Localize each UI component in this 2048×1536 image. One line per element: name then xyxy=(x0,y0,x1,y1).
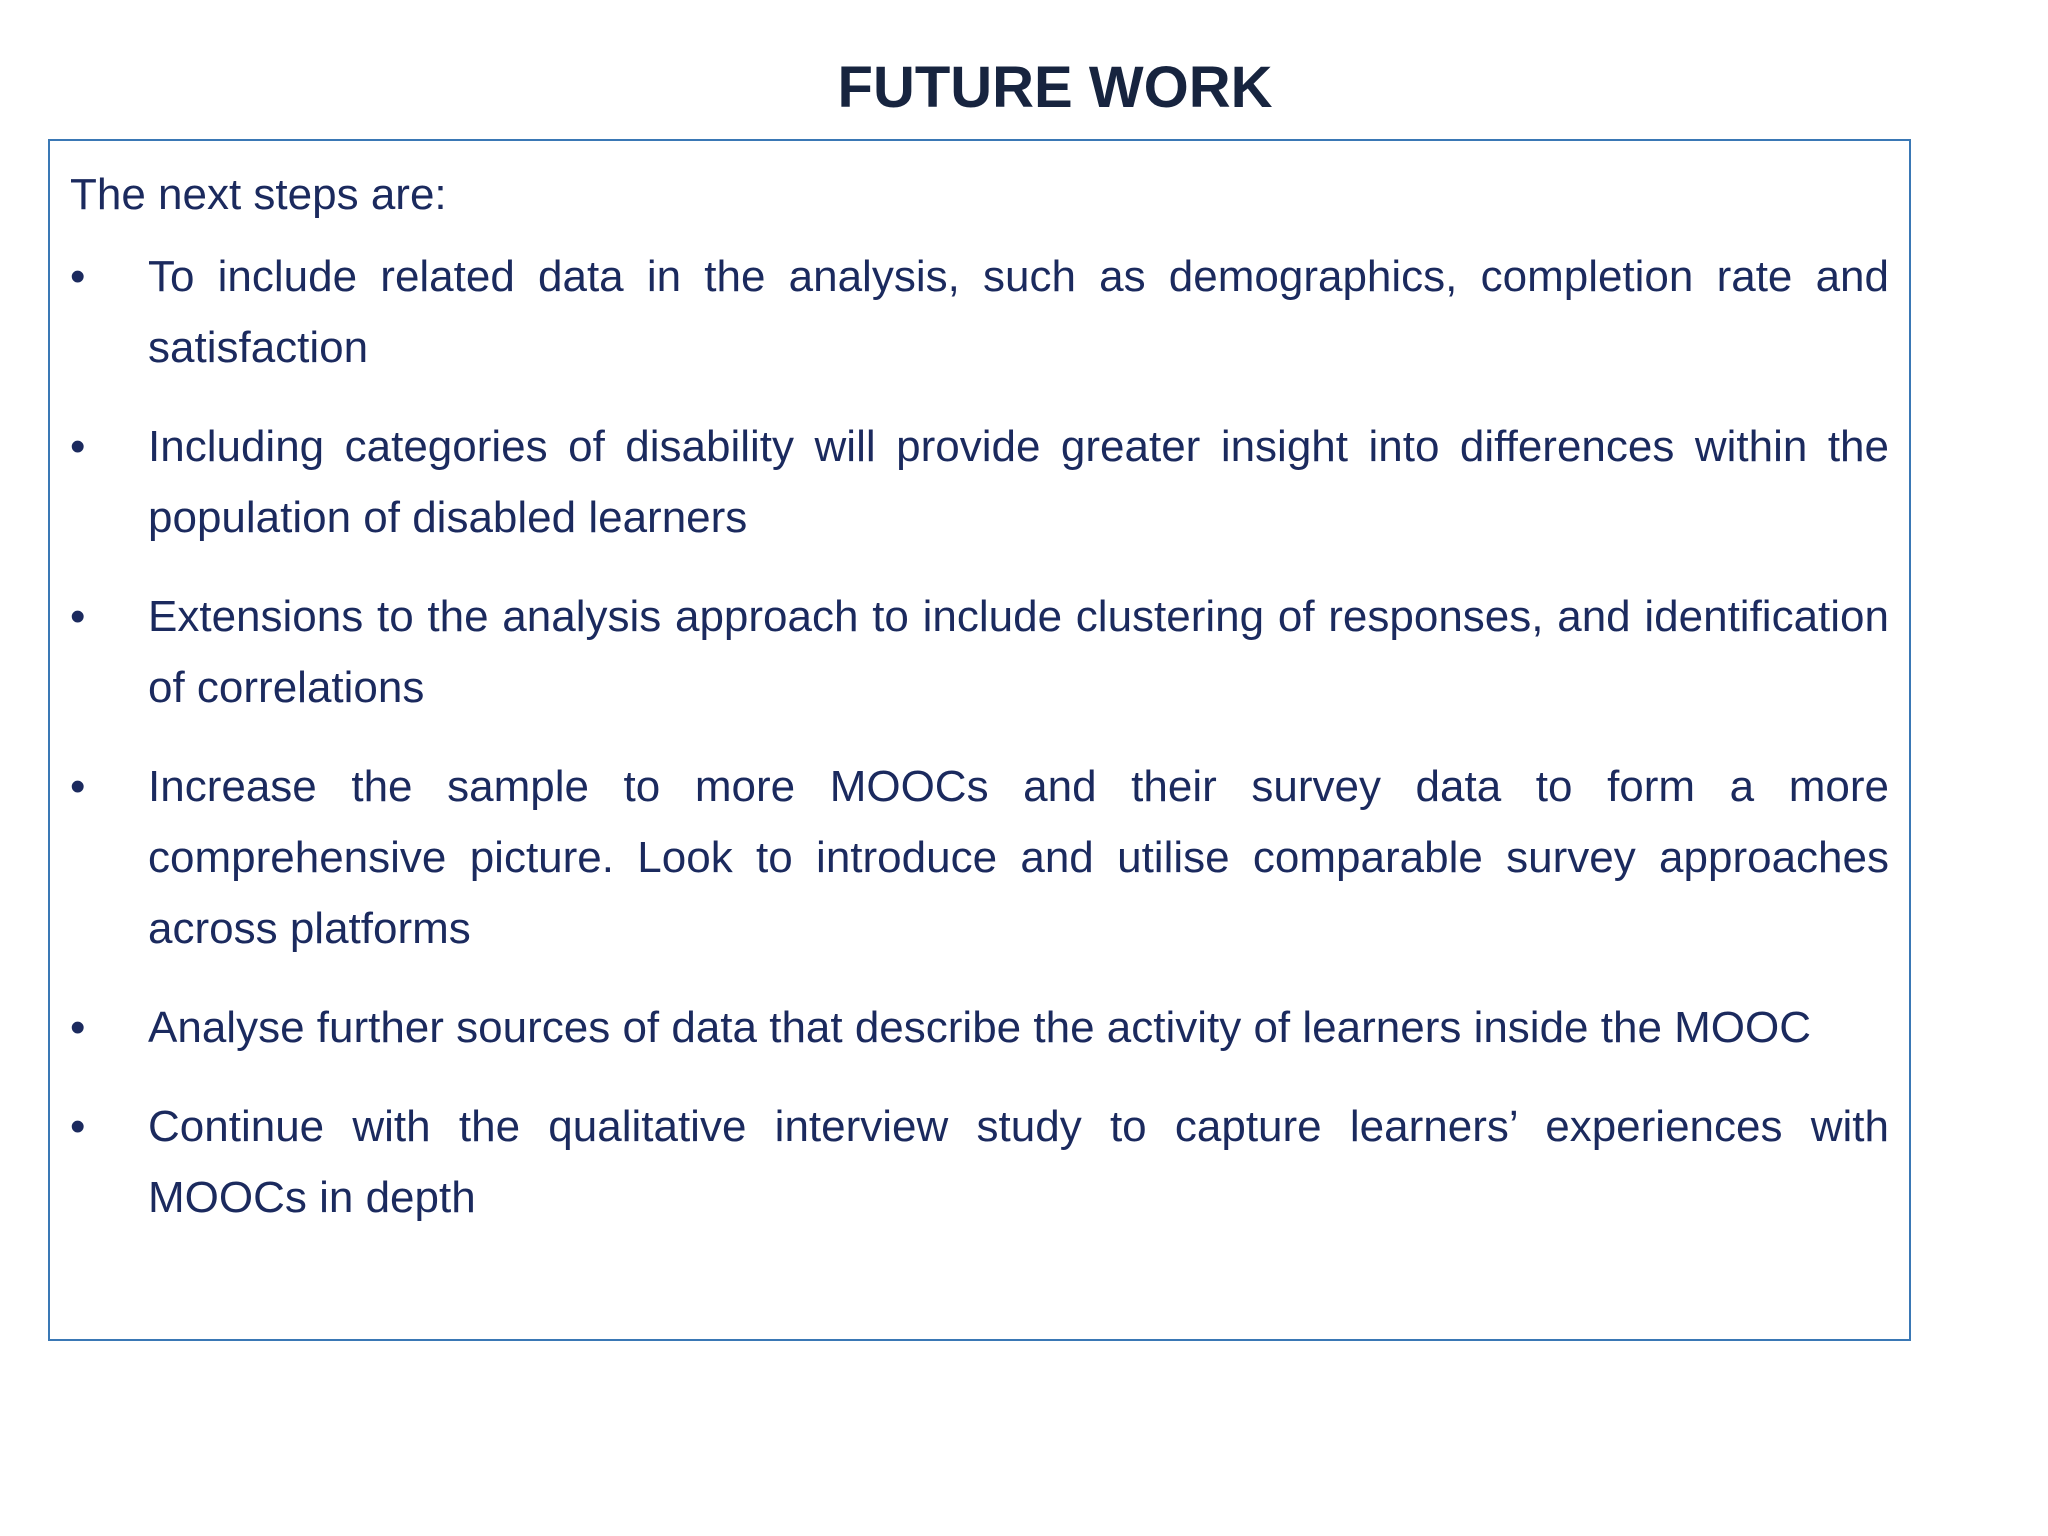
bullet-icon: • xyxy=(70,1003,86,1052)
bullet-item xyxy=(50,581,1909,723)
bullet-text: To include related data in the analysis, such as demographics, completion rate and satisfaction xyxy=(148,252,1889,372)
bullet-text: Analyse further sources of data that describe the activity of learners inside the MOOC xyxy=(148,1003,1812,1052)
bullet-item xyxy=(50,1091,1909,1233)
bullet-list xyxy=(50,241,1909,1261)
bullet-item xyxy=(50,751,1909,964)
bullet-text: Including categories of disability will provide greater insight into differences within the population of disabled learners xyxy=(148,422,1889,542)
bullet-text: Extensions to the analysis approach to include clustering of responses, and identification of correlations xyxy=(148,592,1889,712)
bullet-text: Increase the sample to more MOOCs and their survey data to form a more comprehensive picture. Look to introduce and utilise comparable survey approaches across platforms xyxy=(148,762,1889,953)
content-box xyxy=(48,139,1911,1341)
bullet-icon: • xyxy=(70,592,86,641)
bullet-icon: • xyxy=(70,762,86,811)
bullet-icon: • xyxy=(70,422,86,471)
bullet-icon: • xyxy=(70,1102,86,1151)
slide-title: FUTURE WORK xyxy=(837,55,1273,120)
bullet-item xyxy=(50,241,1909,383)
bullet-icon: • xyxy=(70,252,86,301)
bullet-item xyxy=(50,992,1909,1063)
bullet-item xyxy=(50,411,1909,553)
intro-text: The next steps are: xyxy=(70,170,447,219)
bullet-text: Continue with the qualitative interview study to capture learners’ experiences with MOOCs in depth xyxy=(148,1102,1889,1222)
